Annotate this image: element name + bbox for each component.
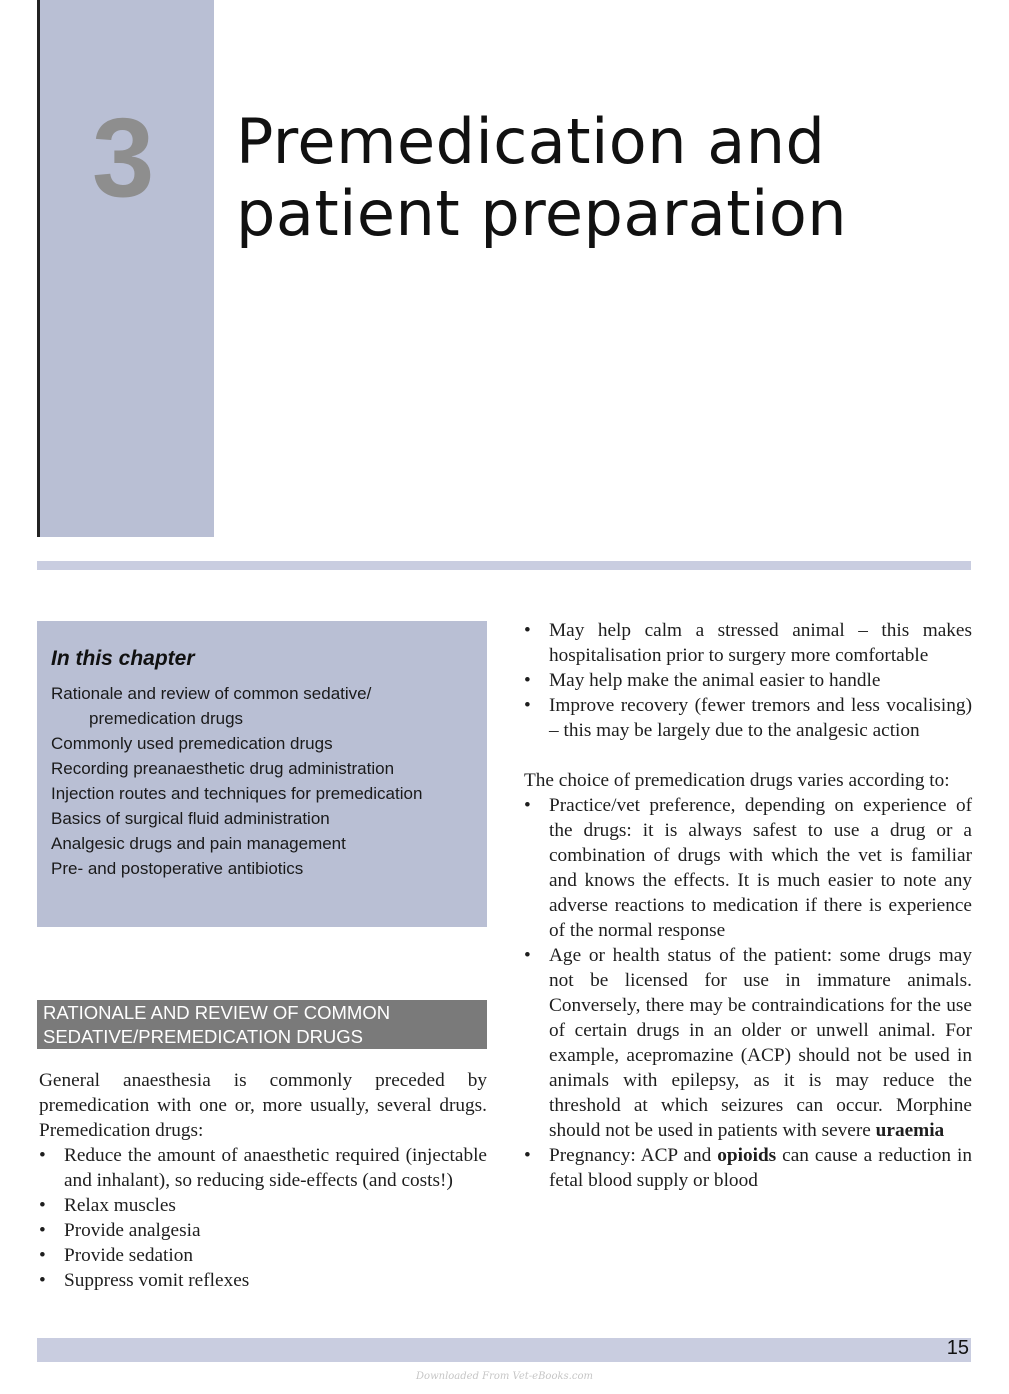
section-divider	[37, 561, 971, 570]
section-heading	[37, 1000, 487, 1049]
factors-list	[524, 793, 972, 1193]
intro-paragraph: General anaesthesia is commonly preceded by premedication with one or, more usually, several drugs. Premedication drugs:	[39, 1070, 487, 1141]
factor-text: can cause a reduction in fetal blood supply or blood	[549, 1145, 973, 1191]
effect-item: • Provide sedation	[39, 1243, 487, 1268]
chapter-title-line: Premedication and	[236, 105, 826, 178]
contents-item: Injection routes and techniques for premedication	[51, 784, 423, 803]
effect-item: • Reduce the amount of anaesthetic required (injectable and inhalant), so reducing side-effects (and costs!)	[39, 1143, 487, 1193]
factor-text: Pregnancy: ACP and	[549, 1145, 718, 1166]
factor-item: • Practice/vet preference, depending on experience of the drugs: it is always safest to use a drug or a combination of drugs with which the vet is familiar and knows the effects. It is much easier to note any adverse reactions to medication if there is experience of the normal response	[524, 793, 972, 943]
choice-intro-paragraph: The choice of premedication drugs varies according to:	[524, 770, 950, 791]
contents-item: Basics of surgical fluid administration	[51, 809, 330, 828]
contents-heading: In this chapter	[51, 647, 195, 670]
contents-item: Analgesic drugs and pain management	[51, 834, 346, 853]
factor-item	[524, 943, 972, 1143]
effects-continued-list	[524, 618, 972, 743]
effects-list	[39, 1143, 487, 1293]
chapter-title	[236, 106, 847, 250]
contents-item: Pre- and postoperative antibiotics	[51, 859, 304, 878]
effect-item: • Suppress vomit reflexes	[39, 1268, 487, 1293]
chapter-color-band	[37, 0, 214, 537]
left-column	[39, 1068, 487, 1293]
bold-term: opioids	[717, 1145, 777, 1166]
effect-item: • Relax muscles	[39, 1193, 487, 1218]
paragraph-gap	[524, 743, 972, 768]
section-heading-line: SEDATIVE/PREMEDICATION DRUGS	[43, 1026, 364, 1047]
contents-item: Recording preanaesthetic drug administration	[51, 759, 395, 778]
page-number: 15	[946, 1337, 969, 1359]
watermark: Downloaded From Vet-eBooks.com	[416, 1371, 593, 1382]
contents-item: Commonly used premedication drugs	[51, 734, 333, 753]
factor-text: Age or health status of the patient: some drugs may not be licensed for use in immature animals. Conversely, there may be contraindications for the use of certain drugs in an older or unwell animal. For example, acepromazine (ACP) should not be used in animals with epilepsy, as it is may reduce the threshold at which seizures can occur. Morphine should not be used in patients with severe	[549, 945, 972, 1141]
contents-list	[51, 681, 481, 881]
effect-item: • May help make the animal easier to handle	[524, 668, 972, 693]
effect-item: • Improve recovery (fewer tremors and less vocalising) – this may be largely due to the analgesic action	[524, 693, 972, 743]
footer-band	[37, 1338, 971, 1362]
chapter-number: 3	[92, 95, 155, 220]
factor-item	[524, 1143, 972, 1193]
contents-item: Rationale and review of common sedative/ premedication drugs	[51, 684, 372, 728]
section-heading-line: RATIONALE AND REVIEW OF COMMON	[43, 1002, 391, 1023]
right-column	[524, 618, 972, 1193]
chapter-title-line: patient preparation	[236, 177, 848, 250]
in-this-chapter-box	[37, 621, 487, 927]
effect-item: • Provide analgesia	[39, 1218, 487, 1243]
effect-item: • May help calm a stressed animal – this makes hospitalisation prior to surgery more comfortable	[524, 618, 972, 668]
bold-term: uraemia	[875, 1120, 945, 1141]
